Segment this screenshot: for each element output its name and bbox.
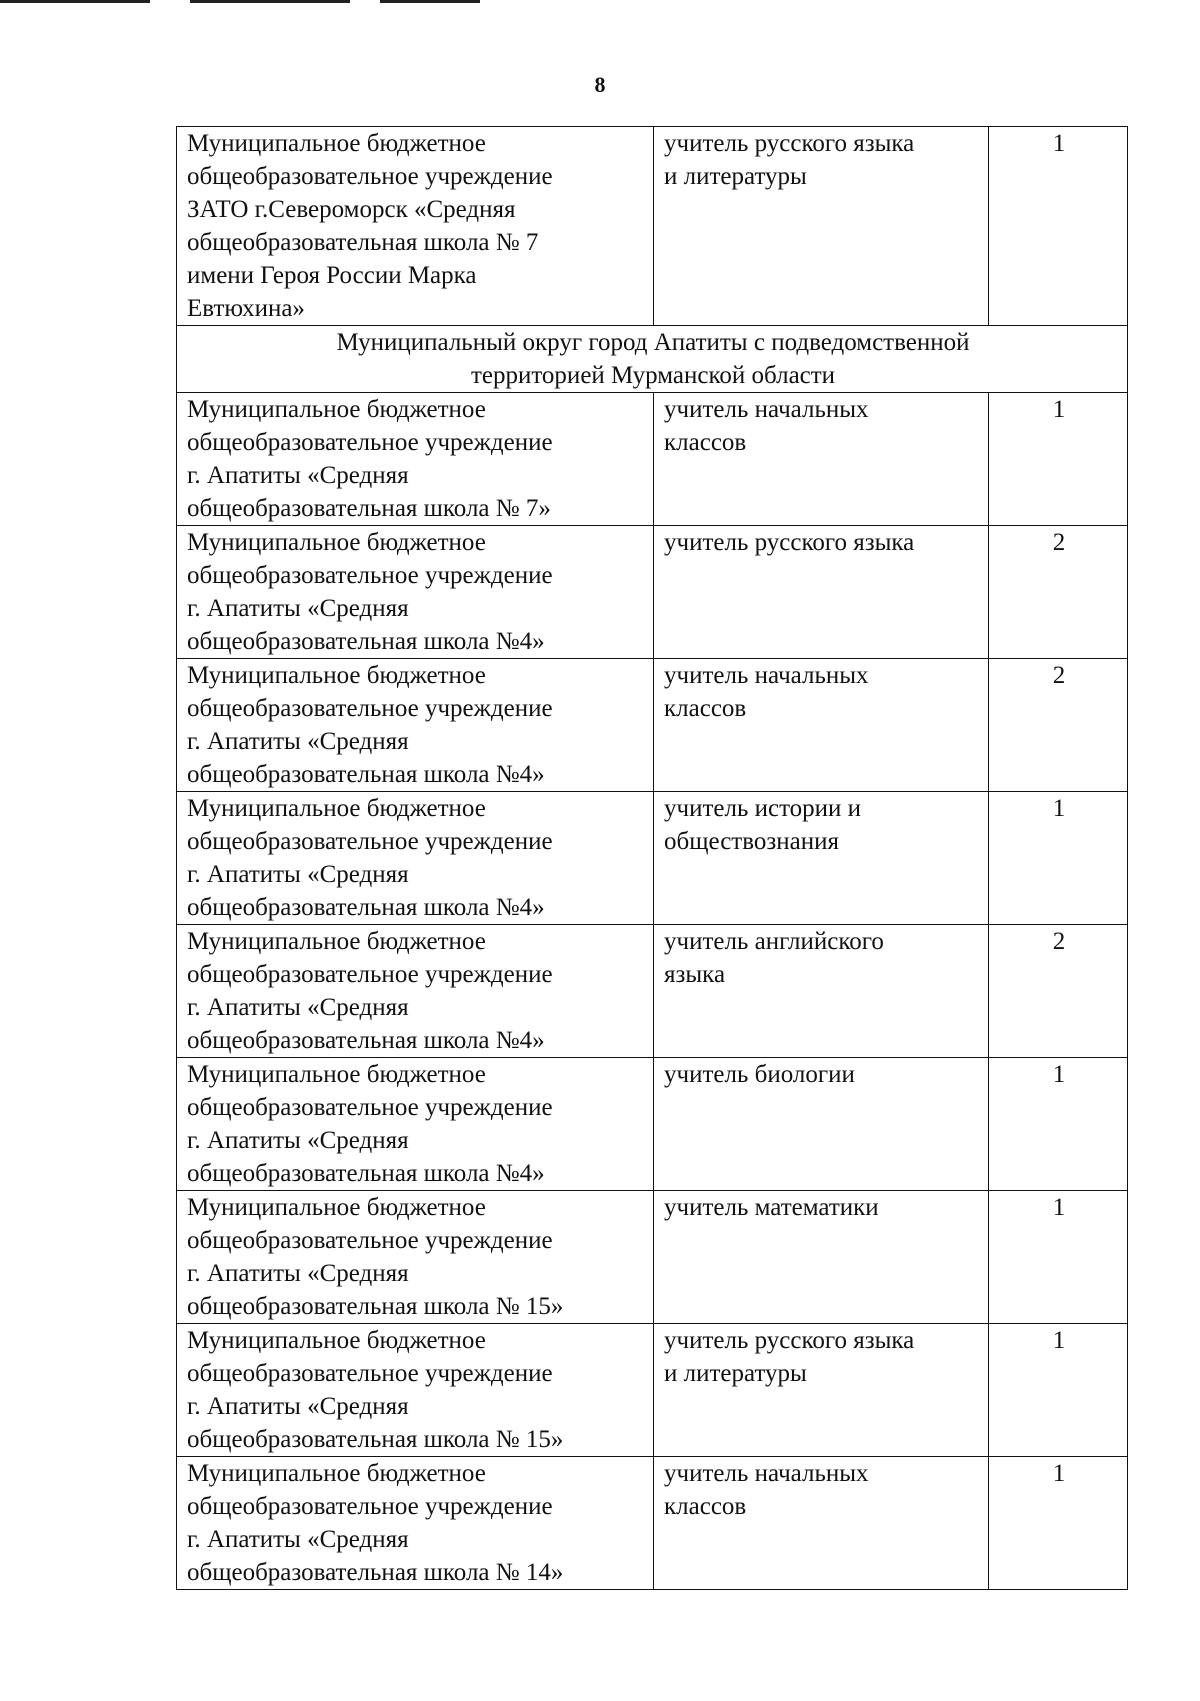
text-line: обществознания — [664, 828, 839, 855]
scan-artifact — [190, 0, 350, 3]
position-cell — [654, 526, 989, 659]
text-line: и литературы — [664, 163, 807, 190]
institution-cell — [177, 1457, 654, 1590]
table-row — [177, 659, 1128, 792]
text-line: учитель русского языка — [664, 130, 915, 157]
text-line: Муниципальное бюджетное — [187, 529, 486, 556]
text-line: учитель русского языка — [664, 529, 915, 556]
text-line: Муниципальное бюджетное — [187, 1460, 486, 1487]
count-cell: 1 — [989, 1058, 1128, 1191]
count-cell: 2 — [989, 659, 1128, 792]
position-cell — [654, 127, 989, 326]
text-line: общеобразовательное учреждение — [187, 1493, 553, 1520]
count-cell: 1 — [989, 792, 1128, 925]
text-line: учитель английского — [664, 928, 884, 955]
text-line: классов — [664, 695, 747, 722]
text-line: Муниципальное бюджетное — [187, 1327, 486, 1354]
institution-cell — [177, 526, 654, 659]
text-line: общеобразовательная школа №4» — [187, 1027, 545, 1054]
text-line: г. Апатиты «Средняя — [187, 1526, 409, 1553]
table-row — [177, 925, 1128, 1058]
text-line: учитель русского языка — [664, 1327, 915, 1354]
text-line: г. Апатиты «Средняя — [187, 1127, 409, 1154]
text-line: Муниципальное бюджетное — [187, 1194, 486, 1221]
position-cell — [654, 925, 989, 1058]
text-line: учитель биологии — [664, 1061, 855, 1088]
table-row — [177, 792, 1128, 925]
institution-cell — [177, 1058, 654, 1191]
section-header-cell — [177, 326, 1128, 393]
text-line: учитель истории и — [664, 795, 862, 822]
text-line: г. Апатиты «Средняя — [187, 1393, 409, 1420]
text-line: Евтюхина» — [187, 295, 305, 322]
table-row — [177, 1324, 1128, 1457]
count-cell: 1 — [989, 393, 1128, 526]
institution-cell — [177, 1191, 654, 1324]
text-line: общеобразовательное учреждение — [187, 429, 553, 456]
position-cell — [654, 1324, 989, 1457]
scan-artifact — [0, 0, 150, 3]
position-cell — [654, 659, 989, 792]
count-cell: 1 — [989, 127, 1128, 326]
count-cell: 2 — [989, 526, 1128, 659]
text-line: общеобразовательная школа № 15» — [187, 1293, 564, 1320]
institution-cell — [177, 792, 654, 925]
count-cell: 1 — [989, 1457, 1128, 1590]
position-cell — [654, 1457, 989, 1590]
text-line: общеобразовательная школа № 15» — [187, 1426, 564, 1453]
text-line: классов — [664, 429, 747, 456]
text-line: г. Апатиты «Средняя — [187, 994, 409, 1021]
text-line: территорией Мурманской области — [470, 362, 836, 389]
text-line: Муниципальное бюджетное — [187, 396, 486, 423]
section-header-row — [177, 326, 1128, 393]
text-line: общеобразовательное учреждение — [187, 1227, 553, 1254]
text-line: общеобразовательное учреждение — [187, 961, 553, 988]
count-cell: 2 — [989, 925, 1128, 1058]
table-row — [177, 1058, 1128, 1191]
text-line: общеобразовательное учреждение — [187, 1360, 553, 1387]
institution-cell — [177, 127, 654, 326]
position-cell — [654, 1191, 989, 1324]
text-line: общеобразовательная школа №4» — [187, 894, 545, 921]
position-cell — [654, 393, 989, 526]
text-line: общеобразовательное учреждение — [187, 1094, 553, 1121]
text-line: г. Апатиты «Средняя — [187, 728, 409, 755]
institution-cell — [177, 659, 654, 792]
text-line: ЗАТО г.Североморск «Средняя — [187, 196, 516, 223]
position-cell — [654, 792, 989, 925]
text-line: общеобразовательная школа № 14» — [187, 1559, 564, 1586]
text-line: общеобразовательная школа №4» — [187, 628, 545, 655]
text-line: Муниципальное бюджетное — [187, 795, 486, 822]
institution-cell — [177, 393, 654, 526]
text-line: Муниципальное бюджетное — [187, 1061, 486, 1088]
text-line: г. Апатиты «Средняя — [187, 462, 409, 489]
table-row — [177, 1457, 1128, 1590]
vacancy-table — [176, 126, 1128, 1590]
text-line: Муниципальный округ город Апатиты с подведомственной — [336, 329, 970, 356]
text-line: общеобразовательное учреждение — [187, 828, 553, 855]
text-line: Муниципальное бюджетное — [187, 130, 486, 157]
text-line: г. Апатиты «Средняя — [187, 1260, 409, 1287]
text-line: общеобразовательная школа №4» — [187, 761, 545, 788]
text-line: общеобразовательное учреждение — [187, 562, 553, 589]
institution-cell — [177, 1324, 654, 1457]
scan-artifact — [380, 0, 480, 3]
text-line: учитель начальных — [664, 1460, 869, 1487]
text-line: учитель начальных — [664, 662, 869, 689]
page-number: 8 — [594, 72, 606, 97]
text-line: общеобразовательная школа № 7» — [187, 495, 551, 522]
text-line: общеобразовательное учреждение — [187, 163, 553, 190]
text-line: г. Апатиты «Средняя — [187, 595, 409, 622]
text-line: общеобразовательное учреждение — [187, 695, 553, 722]
table-row — [177, 1191, 1128, 1324]
text-line: классов — [664, 1493, 747, 1520]
count-cell: 1 — [989, 1191, 1128, 1324]
text-line: Муниципальное бюджетное — [187, 662, 486, 689]
table-row — [177, 526, 1128, 659]
institution-cell — [177, 925, 654, 1058]
text-line: общеобразовательная школа № 7 — [187, 229, 539, 256]
text-line: учитель начальных — [664, 396, 869, 423]
position-cell — [654, 1058, 989, 1191]
text-line: Муниципальное бюджетное — [187, 928, 486, 955]
table-row — [177, 127, 1128, 326]
text-line: общеобразовательная школа №4» — [187, 1160, 545, 1187]
table-row — [177, 393, 1128, 526]
text-line: и литературы — [664, 1360, 807, 1387]
count-cell: 1 — [989, 1324, 1128, 1457]
text-line: языка — [664, 961, 726, 988]
text-line: г. Апатиты «Средняя — [187, 861, 409, 888]
text-line: имени Героя России Марка — [187, 262, 477, 289]
text-line: учитель математики — [664, 1194, 879, 1221]
